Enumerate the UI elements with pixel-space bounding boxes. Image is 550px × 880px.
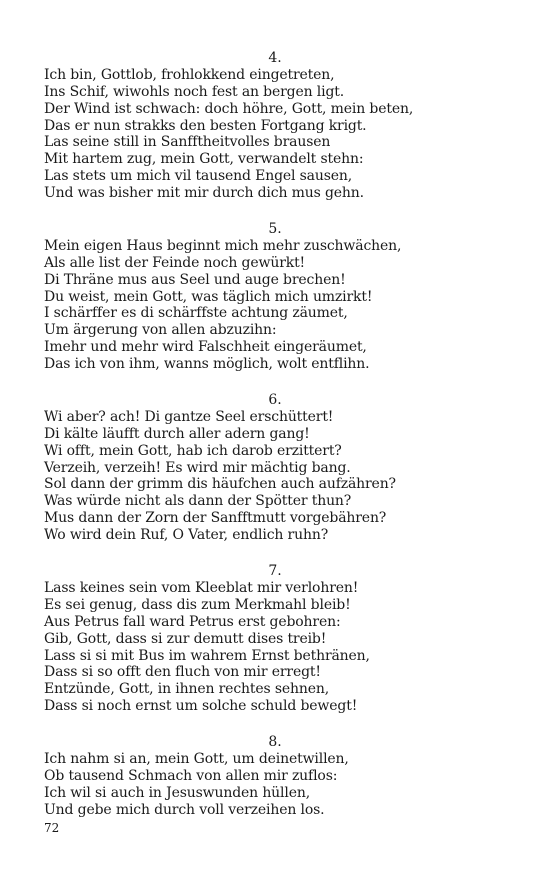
verse-line: Dass si so offt den fluch von mir erregt! bbox=[44, 664, 321, 681]
stanza-7 bbox=[44, 563, 506, 715]
stanza-5 bbox=[44, 221, 506, 373]
stanza-8 bbox=[44, 734, 506, 818]
verse-line: Was würde nicht als dann der Spötter thun? bbox=[44, 493, 352, 510]
verse-line: Sol dann der grimm dis häufchen auch aufzähren? bbox=[44, 476, 396, 493]
verse-line: Ob tausend Schmach von allen mir zuflos: bbox=[44, 767, 338, 784]
stanza-number: 4. bbox=[268, 50, 282, 66]
verse-line: Ich bin, Gottlob, frohlokkend eingetreten, bbox=[44, 66, 335, 83]
verse-line: Las stets um mich vil tausend Engel sausen, bbox=[44, 168, 353, 185]
verse-line: Entzünde, Gott, in ihnen rechtes sehnen, bbox=[44, 681, 330, 698]
verse-line: Wo wird dein Ruf, O Vater, endlich ruhn? bbox=[44, 527, 329, 544]
verse-line: Das er nun strakks den besten Fortgang krigt. bbox=[44, 117, 367, 134]
verse-line: Wi aber? ach! Di gantze Seel erschüttert! bbox=[44, 408, 334, 425]
verse-line: Mus dann der Zorn der Sanfftmutt vorgebähren? bbox=[44, 510, 387, 527]
verse-line: Las seine still in Sanfftheitvolles brausen bbox=[44, 134, 331, 151]
stanza-number: 5. bbox=[268, 221, 282, 238]
verse-line: Ins Schif, wiwohls noch fest an bergen ligt. bbox=[44, 83, 345, 100]
verse-line: Aus Petrus fall ward Petrus erst gebohren: bbox=[44, 613, 341, 630]
verse-line: Di kälte läufft durch aller adern gang! bbox=[44, 425, 310, 442]
verse-line: I schärffer es di schärffste achtung zäumet, bbox=[44, 305, 348, 322]
verse-line: Mit hartem zug, mein Gott, verwandelt stehn: bbox=[44, 151, 364, 168]
verse-line: Das ich von ihm, wanns möglich, wolt entflihn. bbox=[44, 356, 370, 373]
verse-line: Gib, Gott, dass si zur demutt dises treib! bbox=[44, 630, 327, 647]
verse-line: Verzeih, verzeih! Es wird mir mächtig bang. bbox=[44, 459, 351, 476]
verse-line: Di Thräne mus aus Seel und auge brechen! bbox=[44, 271, 346, 288]
verse-line: Es sei genug, dass dis zum Merkmahl bleib! bbox=[44, 596, 351, 613]
verse-line: Ich wil si auch in Jesuswunden hüllen, bbox=[44, 784, 311, 801]
poem-text bbox=[44, 50, 506, 838]
verse-line: Und was bisher mit mir durch dich mus gehn. bbox=[44, 185, 364, 202]
verse-line: Als alle list der Feinde noch gewürkt! bbox=[44, 254, 306, 271]
stanza-number: 6. bbox=[268, 392, 282, 409]
stanza-number: 8. bbox=[268, 734, 282, 751]
verse-line: Ich nahm si an, mein Gott, um deinetwillen, bbox=[44, 750, 349, 767]
verse-line: Dass si noch ernst um solche schuld bewegt! bbox=[44, 698, 358, 715]
verse-line: Der Wind ist schwach: doch höhre, Gott, mein beten, bbox=[44, 100, 414, 117]
verse-line: Lass keines sein vom Kleeblat mir verlohren! bbox=[44, 579, 359, 596]
verse-line: Imehr und mehr wird Falschheit eingeräumet, bbox=[44, 339, 367, 356]
verse-line: Du weist, mein Gott, was täglich mich umzirkt! bbox=[44, 288, 373, 305]
verse-line: Lass si si mit Bus im wahrem Ernst bethränen, bbox=[44, 647, 370, 664]
stanza-number: 7. bbox=[268, 563, 282, 580]
verse-line: Um ärgerung von allen abzuzihn: bbox=[44, 322, 277, 339]
verse-line: Mein eigen Haus beginnt mich mehr zuschwächen, bbox=[44, 237, 402, 254]
stanza-6 bbox=[44, 392, 506, 544]
page-number: 72 bbox=[44, 821, 60, 835]
stanza-4 bbox=[44, 50, 506, 202]
verse-line: Wi offt, mein Gott, hab ich darob erzittert? bbox=[44, 442, 342, 459]
verse-line: Und gebe mich durch voll verzeihen los. bbox=[44, 801, 325, 818]
